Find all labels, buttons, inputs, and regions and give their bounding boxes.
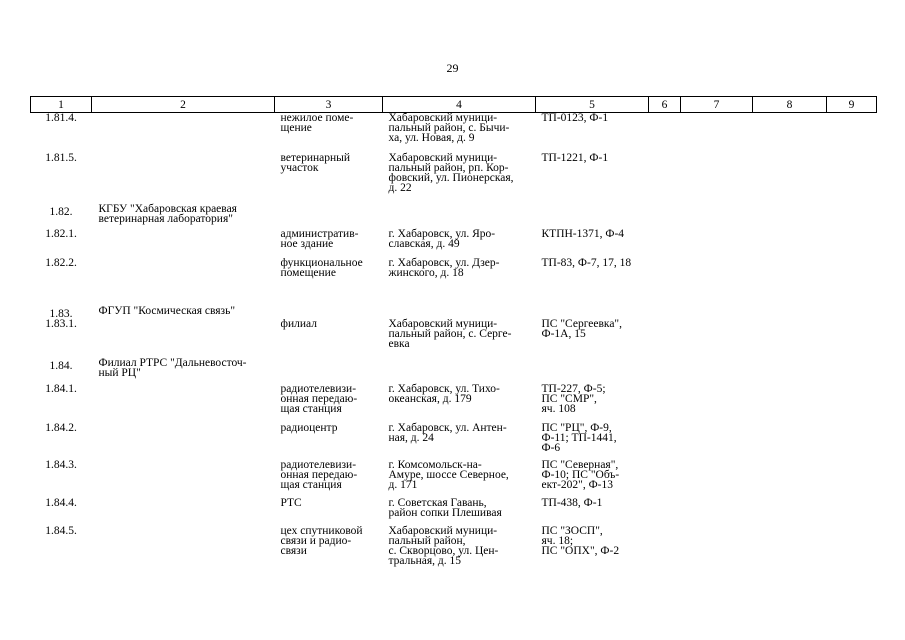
column-header-3: 3 [275,97,383,113]
table-row [31,460,877,498]
power-supply [536,303,649,319]
empty-cell [753,258,827,303]
empty-cell [649,113,681,153]
organization-name [92,319,275,355]
empty-cell [827,423,877,460]
header-row [31,97,877,113]
object-address: г. Хабаровск, ул. Тихо- океанская, д. 179 [388,382,500,405]
table-body [31,113,877,570]
object-address: Хабаровский муници- пальный район, рп. Кор- фовский, ул. Пионерская, д. 22 [388,151,514,194]
power-supply [536,355,649,384]
organization-name: ФГУП "Космическая связь" [98,304,236,317]
column-header-7: 7 [681,97,753,113]
table-header [31,97,877,113]
power-supply: ТП-227, Ф-5; ПС "СМР", яч. 108 [541,382,606,415]
row-number: 1.84.2. [45,421,77,434]
empty-cell [753,113,827,153]
empty-cell [681,423,753,460]
page-number: 29 [446,61,459,75]
object-type: радиотелевизи- онная передаю- щая станция [280,382,358,415]
object-type: административ- ное здание [280,227,359,250]
empty-cell [753,201,827,229]
power-supply: ТП-1221, Ф-1 [541,151,609,164]
object-address [383,355,536,384]
empty-cell [681,498,753,526]
organization-name [92,498,275,526]
organization-name [92,526,275,570]
power-supply: ТП-0123, Ф-1 [541,112,609,124]
row-number: 1.83. [49,307,73,320]
empty-cell [681,460,753,498]
row-number: 1.84.3. [45,458,77,471]
column-header-1: 1 [31,97,92,113]
power-supply: ТП-438, Ф-1 [541,496,603,509]
organization-name [92,423,275,460]
empty-cell [827,303,877,319]
empty-cell [827,319,877,355]
column-header-5: 5 [536,97,649,113]
object-type [275,355,383,384]
empty-cell [649,153,681,201]
table-row [31,201,877,229]
empty-cell [753,153,827,201]
empty-cell [753,384,827,423]
empty-cell [827,498,877,526]
empty-cell [681,303,753,319]
row-number: 1.84.1. [45,382,77,395]
column-header-2: 2 [92,97,275,113]
row-number: 1.84. [49,359,73,372]
object-address: г. Хабаровск, ул. Антен- ная, д. 24 [388,421,507,444]
empty-cell [753,319,827,355]
table-row [31,229,877,258]
empty-cell [827,258,877,303]
object-address: Хабаровский муници- пальный район, с. Серге- евка [388,317,512,350]
empty-cell [649,423,681,460]
empty-cell [649,258,681,303]
table-row [31,526,877,570]
empty-cell [681,229,753,258]
power-supply: ПС "ЗОСП", яч. 18; ПС "ОПХ", Ф-2 [541,524,620,557]
organization-name [92,153,275,201]
object-type: функциональное помещение [280,256,363,279]
objects-table [30,96,877,570]
empty-cell [753,526,827,570]
object-address: Хабаровский муници- пальный район, с. Скворцово, ул. Цен- тральная, д. 15 [388,524,499,567]
empty-cell [827,355,877,384]
organization-name: Филиал РТРС "Дальневосточ- ный РЦ" [98,356,247,379]
empty-cell [649,303,681,319]
organization-name [92,384,275,423]
table-row [31,303,877,319]
empty-cell [753,423,827,460]
power-supply: ТП-83, Ф-7, 17, 18 [541,256,632,269]
object-type [275,303,383,319]
object-type: РТС [280,496,302,509]
power-supply: ПС "Сергеевка", Ф-1А, 15 [541,317,622,340]
column-header-9: 9 [827,97,877,113]
table-row [31,498,877,526]
empty-cell [827,153,877,201]
object-address: г. Комсомольск-на- Амуре, шоссе Северное, д. 171 [388,458,509,491]
row-number: 1.82.1. [45,227,77,240]
column-header-8: 8 [753,97,827,113]
organization-name: КГБУ "Хабаровская краевая ветеринарная лаборатория" [98,202,237,225]
object-address [383,303,536,319]
object-type: цех спутниковой связи и радио- связи [280,524,363,557]
object-address: Хабаровский муници- пальный район, с. Бычи- ха, ул. Новая, д. 9 [388,112,510,144]
object-type: филиал [280,317,317,330]
row-number: 1.83.1. [45,317,77,330]
table-row [31,423,877,460]
empty-cell [649,460,681,498]
table-row [31,355,877,384]
empty-cell [681,384,753,423]
empty-cell [649,384,681,423]
column-header-4: 4 [383,97,536,113]
empty-cell [753,229,827,258]
organization-name [92,460,275,498]
row-number: 1.84.5. [45,524,77,537]
organization-name [92,113,275,153]
object-address: г. Хабаровск, ул. Дзер- жинского, д. 18 [388,256,500,279]
row-number: 1.82.2. [45,256,77,269]
empty-cell [827,384,877,423]
table-row [31,113,877,153]
empty-cell [753,460,827,498]
empty-cell [753,355,827,384]
empty-cell [827,201,877,229]
empty-cell [753,303,827,319]
power-supply [536,201,649,229]
row-number: 1.81.5. [45,151,77,164]
object-type: нежилое поме- щение [280,112,354,134]
row-number: 1.82. [49,205,73,218]
empty-cell [681,355,753,384]
object-type: радиотелевизи- онная передаю- щая станция [280,458,358,491]
row-number: 1.84.4. [45,496,77,509]
empty-cell [681,113,753,153]
object-type: ветеринарный участок [280,151,351,174]
empty-cell [681,258,753,303]
empty-cell [681,319,753,355]
empty-cell [753,498,827,526]
power-supply: КТПН-1371, Ф-4 [541,227,625,240]
empty-cell [681,201,753,229]
empty-cell [649,319,681,355]
empty-cell [681,153,753,201]
empty-cell [827,460,877,498]
object-address: г. Хабаровск, ул. Яро- славская, д. 49 [388,227,496,250]
power-supply: ПС "РЦ", Ф-9, Ф-11; ТП-1441, Ф-6 [541,421,617,454]
power-supply: ПС "Северная", Ф-10; ПС "Объ- ект-202", Ф-13 [541,458,620,491]
empty-cell [827,229,877,258]
object-address [383,201,536,229]
table-row [31,153,877,201]
object-address: г. Советская Гавань, район сопки Плешивая [388,496,502,519]
object-type [275,201,383,229]
object-type: радиоцентр [280,421,338,434]
empty-cell [649,526,681,570]
empty-cell [649,498,681,526]
table-row [31,319,877,355]
row-number: 1.81.4. [45,112,77,124]
empty-cell [649,355,681,384]
organization-name [92,229,275,258]
empty-cell [827,526,877,570]
table-row [31,384,877,423]
empty-cell [681,526,753,570]
empty-cell [827,113,877,153]
organization-name [92,258,275,303]
empty-cell [649,201,681,229]
table-row [31,258,877,303]
column-header-6: 6 [649,97,681,113]
empty-cell [649,229,681,258]
